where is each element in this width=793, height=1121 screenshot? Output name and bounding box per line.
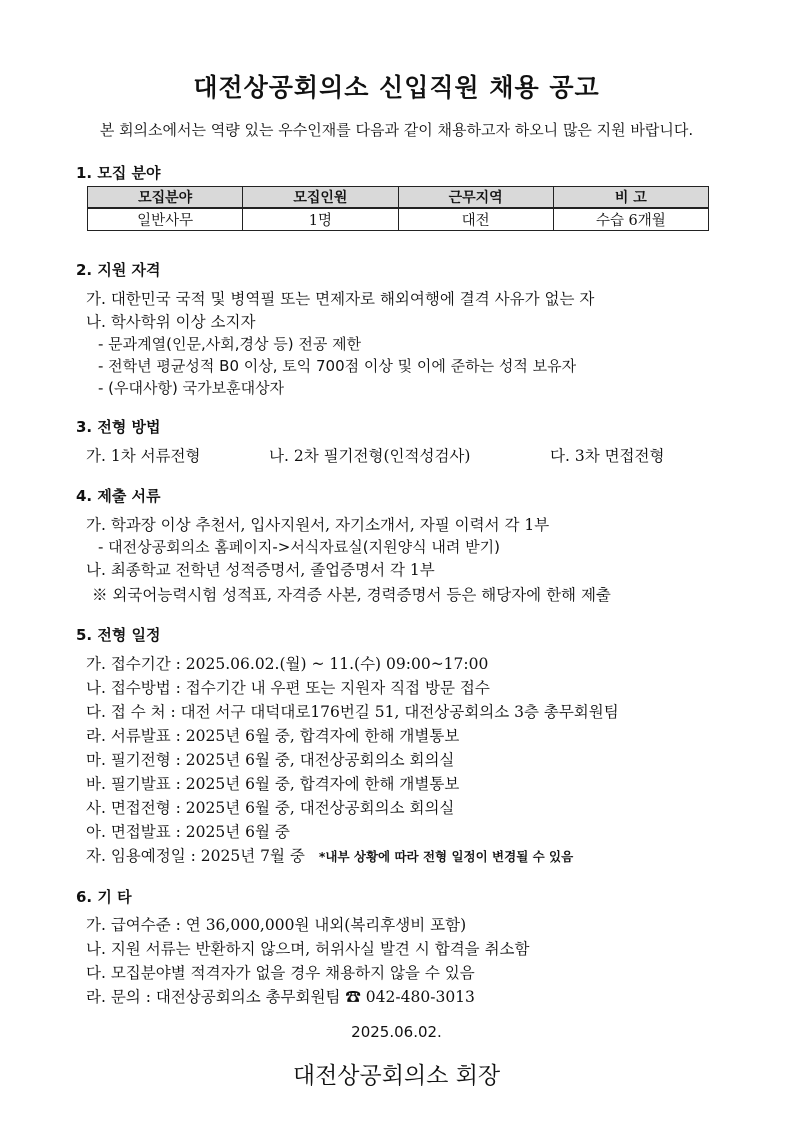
list-item: 가. 접수기간 : 2025.06.02.(월) ~ 11.(수) 09:00~17:00 [86, 655, 489, 673]
list-item: - 전학년 평균성적 B0 이상, 토익 700점 이상 및 이에 준하는 성적 보유자 [98, 357, 577, 375]
list-item: 나. 접수방법 : 접수기간 내 우편 또는 지원자 직접 방문 접수 [86, 679, 490, 697]
list-item: 마. 필기전형 : 2025년 6월 중, 대전상공회의소 회의실 [86, 751, 455, 769]
list-item: ※ 외국어능력시험 성적표, 자격증 사본, 경력증명서 등은 해당자에 한해 제출 [92, 586, 611, 604]
list-item: 가. 급여수준 : 연 36,000,000원 내외(복리후생비 포함) [86, 916, 467, 934]
list-item: - 대전상공회의소 홈페이지->서식자료실(지원양식 내려 받기) [98, 538, 500, 556]
list-item: - (우대사항) 국가보훈대상자 [98, 379, 285, 397]
list-item: 다. 3차 면접전형 [550, 447, 665, 465]
section-heading-qualifications: 2. 지원 자격 [76, 261, 161, 279]
list-item: 사. 면접전형 : 2025년 6월 중, 대전상공회의소 회의실 [86, 799, 455, 817]
notice-date: 2025.06.02. [351, 1023, 442, 1041]
table-cell: 수습 6개월 [553, 208, 708, 231]
schedule-change-note: *내부 상황에 따라 전형 일정이 변경될 수 있음 [318, 849, 574, 864]
table-header: 근무지역 [398, 187, 553, 209]
list-item: 다. 모집분야별 적격자가 없을 경우 채용하지 않을 수 있음 [86, 964, 475, 982]
table-header: 비 고 [553, 187, 708, 209]
list-item: 가. 1차 서류전형 [86, 447, 201, 465]
list-item: 바. 필기발표 : 2025년 6월 중, 합격자에 한해 개별통보 [86, 775, 460, 793]
section-heading-recruit-field: 1. 모집 분야 [76, 164, 161, 182]
list-item-text: 자. 임용예정일 : 2025년 7월 중 [86, 847, 305, 865]
table-header-row [88, 187, 709, 209]
list-item: 나. 2차 필기전형(인적성검사) [269, 447, 471, 465]
recruit-table [87, 186, 709, 231]
list-item: 나. 최종학교 전학년 성적증명서, 졸업증명서 각 1부 [86, 561, 435, 579]
table-header: 모집분야 [88, 187, 243, 209]
signature: 대전상공회의소 회장 [292, 1063, 501, 1089]
list-item: 나. 학사학위 이상 소지자 [86, 313, 256, 331]
table-cell: 1명 [243, 208, 398, 231]
list-item: 나. 지원 서류는 반환하지 않으며, 허위사실 발견 시 합격을 취소함 [86, 940, 530, 958]
list-item: 가. 학과장 이상 추천서, 입사지원서, 자기소개서, 자필 이력서 각 1부 [86, 516, 550, 534]
table-cell: 대전 [398, 208, 553, 231]
list-item: 다. 접 수 처 : 대전 서구 대덕대로176번길 51, 대전상공회의소 3층 총무회원팀 [86, 703, 619, 721]
table-row [88, 208, 709, 231]
list-item: 라. 문의 : 대전상공회의소 총무회원팀 ☎ 042-480-3013 [86, 988, 475, 1006]
intro-text: 본 회의소에서는 역량 있는 우수인재를 다음과 같이 채용하고자 하오니 많은 지원 바랍니다. [99, 121, 694, 139]
list-item: - 문과계열(인문,사회,경상 등) 전공 제한 [98, 335, 362, 353]
section-heading-etc: 6. 기 타 [76, 888, 132, 906]
table-cell: 일반사무 [88, 208, 243, 231]
list-item: 라. 서류발표 : 2025년 6월 중, 합격자에 한해 개별통보 [86, 727, 460, 745]
section-heading-schedule: 5. 전형 일정 [76, 626, 161, 644]
section-heading-selection-method: 3. 전형 방법 [76, 418, 161, 436]
page-title: 대전상공회의소 신입직원 채용 공고 [193, 73, 600, 102]
list-item: 아. 면접발표 : 2025년 6월 중 [86, 823, 290, 841]
list-item: 가. 대한민국 국적 및 병역필 또는 면제자로 해외여행에 결격 사유가 없는 자 [86, 290, 595, 308]
section-heading-documents: 4. 제출 서류 [76, 487, 161, 505]
table-header: 모집인원 [243, 187, 398, 209]
list-item [86, 844, 573, 866]
